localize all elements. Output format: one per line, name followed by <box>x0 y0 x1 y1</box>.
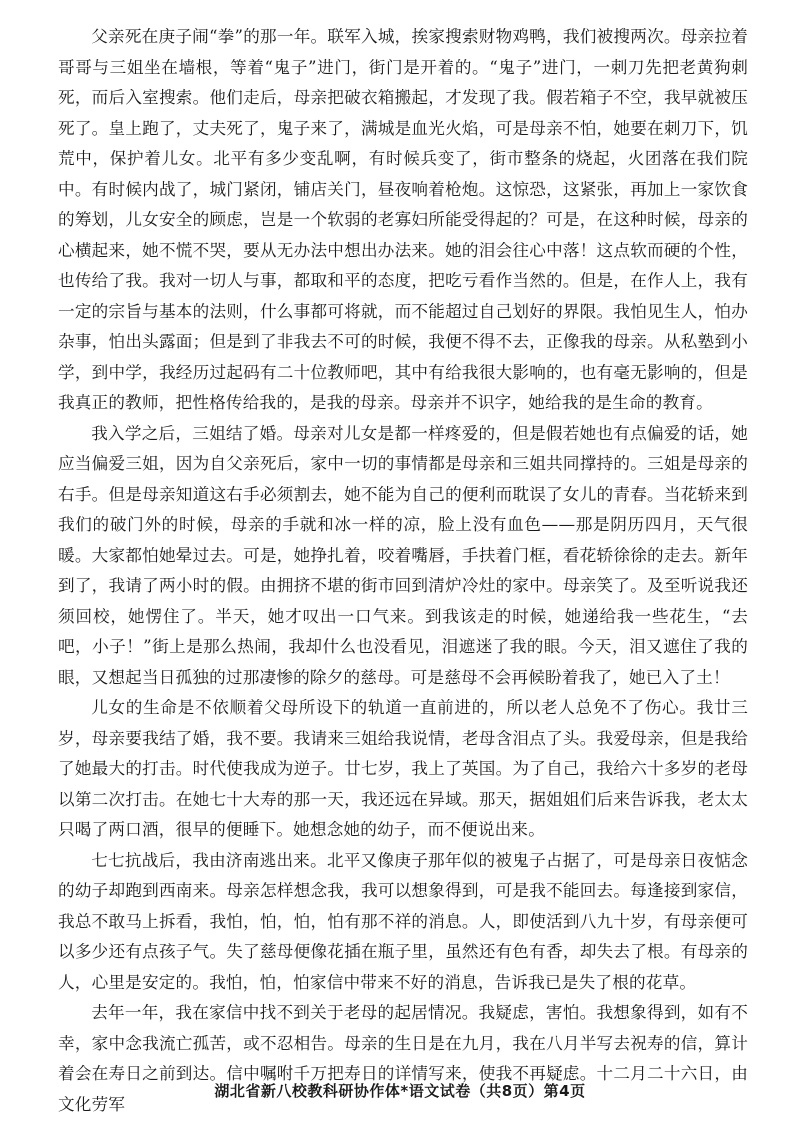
article-body <box>58 22 748 1120</box>
page-footer: 湖北省新八校教科研协作体*语文试卷（共8页）第4页 <box>214 1082 586 1100</box>
paragraph-4: 七七抗战后，我由济南逃出来。北平又像庚子那年似的被鬼子占据了，可是母亲日夜惦念的幼子却跑到西南来。母亲怎样想念我，我可以想象得到，可是我不能回去。每逢接到家信，我总不敢马上拆看，我怕，怕，怕，怕有那不祥的消息。人，即使活到八九十岁，有母亲便可以多少还有点孩子气。失了慈母便像花插在瓶子里，虽然还有色有香，却失去了根。有母亲的人，心里是安定的。我怕，怕，怕家信中带来不好的消息，告诉我已是失了根的花草。 <box>58 850 748 992</box>
paragraph-5: 去年一年，我在家信中找不到关于老母的起居情况。我疑虑，害怕。我想象得到，如有不幸，家中念我流亡孤苦，或不忍相告。母亲的生日是在九月，我在八月半写去祝寿的信，算计着会在寿日之前到达。信中嘱咐千万把寿日的详情写来，使我不再疑虑。十二月二十六日，由文化劳军 <box>58 1003 748 1114</box>
paragraph-2: 我入学之后，三姐结了婚。母亲对儿女是都一样疼爱的，但是假若她也有点偏爱的话，她应当偏爱三姐，因为自父亲死后，家中一切的事情都是母亲和三姐共同撑持的。三姐是母亲的右手。但是母亲知道这右手必须割去，她不能为自己的便利而耽误了女儿的青春。当花轿来到我们的破门外的时候，母亲的手就和冰一样的凉，脸上没有血色——那是阴历四月，天气很暖。大家都怕她晕过去。可是，她挣扎着，咬着嘴唇，手扶着门框，看花轿徐徐的走去。新年到了，我请了两小时的假。由拥挤不堪的街市回到清炉冷灶的家中。母亲笑了。及至听说我还须回校，她愣住了。半天，她才叹出一口气来。到我该走的时候，她递给我一些花生，“去吧，小子！”街上是那么热闹，我却什么也没看见，泪遮迷了我的眼。今天，泪又遮住了我的眼，又想起当日孤独的过那凄惨的除夕的慈母。可是慈母不会再候盼着我了，她已入了土！ <box>58 423 748 687</box>
paragraph-3: 儿女的生命是不依顺着父母所设下的轨道一直前进的，所以老人总免不了伤心。我廿三岁，母亲要我结了婚，我不要。我请来三姐给我说情，老母含泪点了头。我爱母亲，但是我给了她最大的打击。时代使我成为逆子。廿七岁，我上了英国。为了自己，我给六十多岁的老母以第二次打击。在她七十大寿的那一天，我还远在异域。那天，据姐姐们后来告诉我，老太太只喝了两口酒，很早的便睡下。她想念她的幼子，而不便说出来。 <box>58 698 748 839</box>
paragraph-1: 父亲死在庚子闹“拳”的那一年。联军入城，挨家搜索财物鸡鸭，我们被搜两次。母亲拉着哥哥与三姐坐在墙根，等着“鬼子”进门，街门是开着的。“鬼子”进门，一刺刀先把老黄狗刺死，而后入室搜索。他们走后，母亲把破衣箱搬起，才发现了我。假若箱子不空，我早就被压死了。皇上跑了，丈夫死了，鬼子来了，满城是血光火焰，可是母亲不怕，她要在刺刀下，饥荒中，保护着儿女。北平有多少变乱啊，有时候兵变了，街市整条的烧起，火团落在我们院中。有时候内战了，城门紧闭，铺店关门，昼夜响着枪炮。这惊恐，这紧张，再加上一家饮食的筹划，儿女安全的顾虑，岂是一个软弱的老寡妇所能受得起的？可是，在这种时候，母亲的心横起来，她不慌不哭，要从无办法中想出办法来。她的泪会往心中落！这点软而硬的个性，也传给了我。我对一切人与事，都取和平的态度，把吃亏看作当然的。但是，在作人上，我有一定的宗旨与基本的法则，什么事都可将就，而不能超过自己划好的界限。我怕见生人，怕办杂事，怕出头露面；但是到了非我去不可的时候，我便不得不去，正像我的母亲。从私塾到小学，到中学，我经历过起码有二十位教师吧，其中有给我很大影响的，也有毫无影响的，但是我真正的教师，把性格传给我的，是我的母亲。母亲并不识字，她给我的是生命的教育。 <box>58 27 748 412</box>
